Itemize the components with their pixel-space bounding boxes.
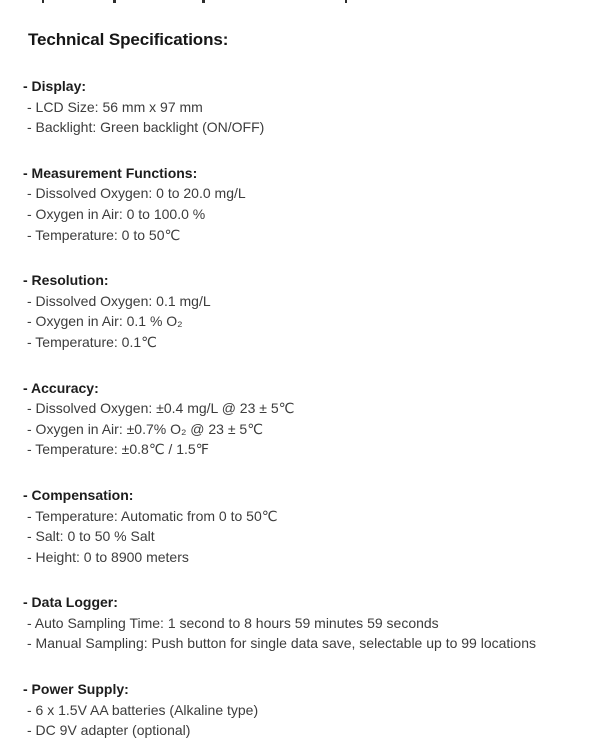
spec-item: - Auto Sampling Time: 1 second to 8 hours 59 minutes 59 seconds: [27, 614, 439, 631]
section-header: - Accuracy:: [23, 379, 99, 396]
spec-item: - LCD Size: 56 mm x 97 mm: [27, 98, 203, 115]
spec-item: - Oxygen in Air: 0.1 % O₂: [27, 313, 183, 330]
spec-section-data-logger: [0, 592, 600, 654]
clipped-glyph-tip: [202, 0, 205, 3]
clipped-glyph-tip: [113, 0, 116, 3]
spec-item: - Oxygen in Air: 0 to 100.0 %: [27, 205, 206, 222]
spec-section-resolution: [0, 270, 600, 352]
spec-item: - Temperature: ±0.8℃ / 1.5℉: [27, 441, 209, 458]
spec-item: - Oxygen in Air: ±0.7% O₂ @ 23 ± 5℃: [27, 420, 263, 437]
spec-section-display: [0, 76, 600, 138]
spec-item: - Height: 0 to 8900 meters: [27, 548, 189, 565]
spec-section-accuracy: [0, 378, 600, 460]
spec-item: - Manual Sampling: Push button for single data save, selectable up to 99 locations: [27, 635, 536, 652]
section-header: - Measurement Functions:: [23, 164, 198, 181]
section-header: - Display:: [23, 78, 87, 94]
spec-item: - Dissolved Oxygen: 0 to 20.0 mg/L: [27, 185, 246, 202]
clipped-glyph-tip: [345, 0, 347, 3]
clipped-glyph-tip: [42, 0, 44, 3]
spec-section-compensation: [0, 485, 600, 567]
spec-item: - Salt: 0 to 50 % Salt: [27, 528, 155, 545]
spec-item: - Temperature: 0 to 50℃: [27, 226, 181, 243]
section-header: - Compensation:: [23, 486, 134, 503]
spec-item: - Backlight: Green backlight (ON/OFF): [27, 119, 265, 136]
spec-section-measurement-functions: [0, 163, 600, 245]
spec-item: - Dissolved Oxygen: ±0.4 mg/L @ 23 ± 5℃: [27, 400, 295, 417]
spec-section-power-supply: [0, 679, 600, 741]
spec-item: - Dissolved Oxygen: 0.1 mg/L: [27, 292, 211, 309]
page-title: Technical Specifications:: [28, 30, 229, 49]
section-header: - Resolution:: [23, 272, 109, 289]
section-header: - Power Supply:: [23, 681, 129, 698]
spec-item: - 6 x 1.5V AA batteries (Alkaline type): [27, 701, 259, 718]
spec-item: - Temperature: 0.1℃: [27, 333, 157, 350]
section-header: - Data Logger:: [23, 594, 118, 611]
clipped-text-fragment: [0, 0, 600, 4]
spec-item: - Temperature: Automatic from 0 to 50℃: [27, 507, 278, 524]
spec-item: - DC 9V adapter (optional): [27, 722, 191, 739]
